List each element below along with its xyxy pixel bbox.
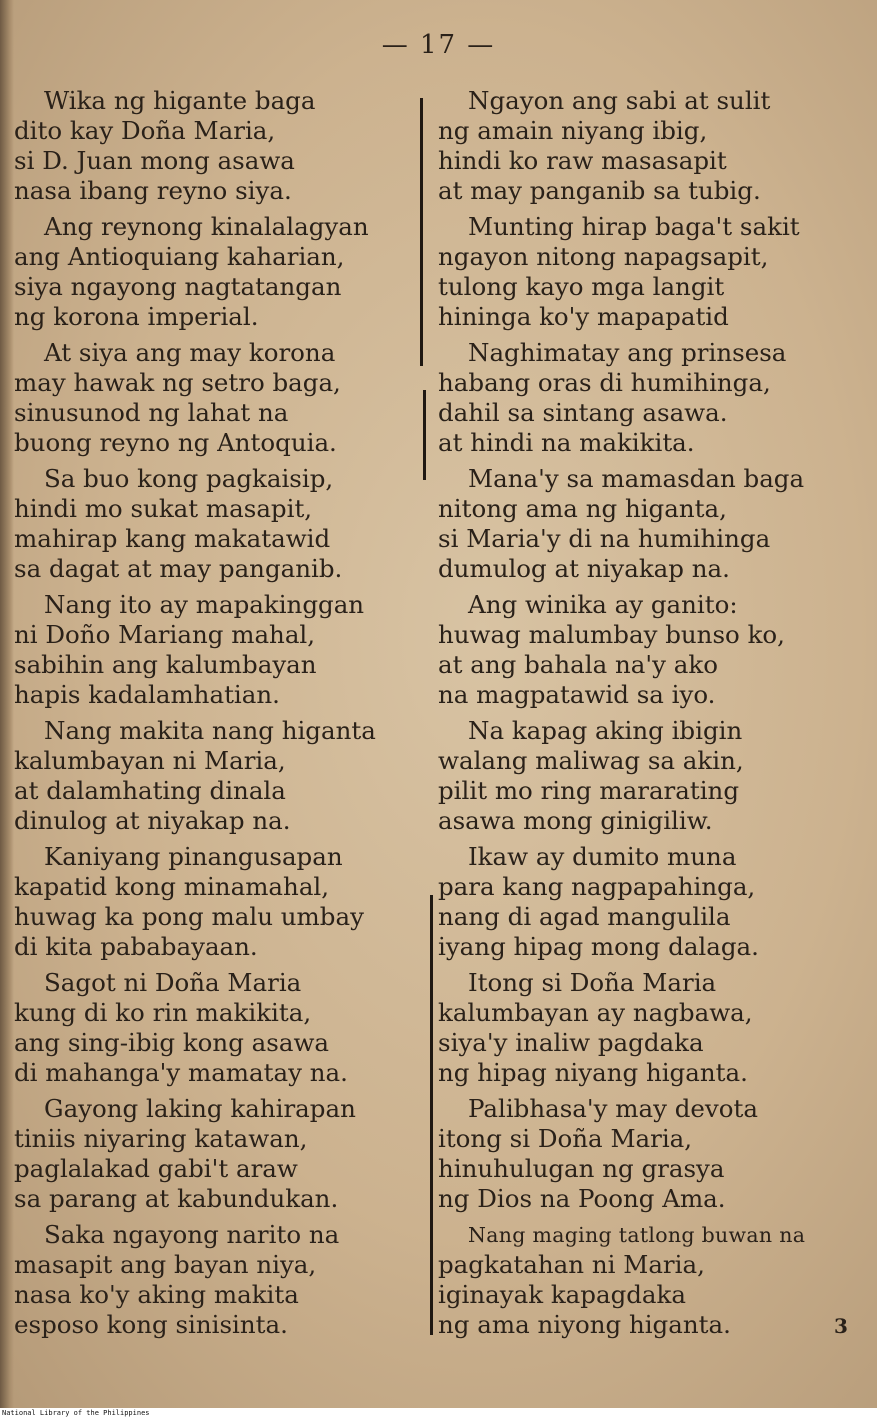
- column-rule-middle: [423, 390, 426, 480]
- verse-line: Ang reynong kinalalagyan: [44, 212, 369, 241]
- verse-line: at ang bahala na'y ako: [438, 650, 718, 679]
- stanza: [438, 86, 868, 206]
- verse-line: si Maria'y di na humihinga: [438, 524, 771, 553]
- verse-line: di kita pababayaan.: [14, 932, 258, 961]
- page-binding-shadow: [0, 0, 14, 1408]
- verse-line: siya ngayong nagtatangan: [14, 272, 342, 301]
- stanza: [14, 590, 414, 710]
- stanza: [438, 212, 868, 332]
- verse-line: Ang winika ay ganito:: [468, 590, 738, 619]
- stanza: [14, 716, 414, 836]
- verse-line: paglalakad gabi't araw: [14, 1154, 298, 1183]
- verse-line: Gayong laking kahirapan: [44, 1094, 356, 1123]
- verse-line: Munting hirap baga't sakit: [468, 212, 800, 241]
- verse-line: si D. Juan mong asawa: [14, 146, 295, 175]
- verse-line: habang oras di humihinga,: [438, 368, 771, 397]
- stanza: [438, 842, 868, 962]
- verse-line: Ngayon ang sabi at sulit: [468, 86, 771, 115]
- verse-line: asawa mong ginigiliw.: [438, 806, 713, 835]
- verse-line: Ikaw ay dumito muna: [468, 842, 737, 871]
- verse-line: nitong ama ng higanta,: [438, 494, 727, 523]
- verse-line: kalumbayan ay nagbawa,: [438, 998, 753, 1027]
- verse-line: dahil sa sintang asawa.: [438, 398, 728, 427]
- verse-line: sa dagat at may panganib.: [14, 554, 343, 583]
- verse-line: di mahanga'y mamatay na.: [14, 1058, 348, 1087]
- stanza: [14, 1094, 414, 1214]
- verse-line: Saka ngayong narito na: [44, 1220, 340, 1249]
- left-column: [14, 86, 414, 1340]
- verse-line: Wika ng higante baga: [44, 86, 316, 115]
- verse-line: huwag malumbay bunso ko,: [438, 620, 785, 649]
- stanza: [14, 464, 414, 584]
- stanza: [14, 338, 414, 458]
- verse-line: Itong si Doña Maria: [468, 968, 717, 997]
- verse-line: At siya ang may korona: [44, 338, 336, 367]
- verse-line: Nang ito ay mapakinggan: [44, 590, 365, 619]
- verse-line: ang Antioquiang kaharian,: [14, 242, 345, 271]
- library-credit: National Library of the Philippines: [0, 1408, 877, 1418]
- stanza: [438, 716, 868, 836]
- stanza: [14, 212, 414, 332]
- verse-line: ang sing-ibig kong asawa: [14, 1028, 330, 1057]
- verse-line: dinulog at niyakap na.: [14, 806, 291, 835]
- stanza: [14, 842, 414, 962]
- verse-line: sinusunod ng lahat na: [14, 398, 289, 427]
- verse-line: kapatid kong minamahal,: [14, 872, 330, 901]
- verse-line: huwag ka pong malu umbay: [14, 902, 364, 931]
- stanza: [14, 968, 414, 1088]
- signature-mark: 3: [834, 1314, 848, 1338]
- verse-line: pilit mo ring mararating: [438, 776, 740, 805]
- verse-line: nang di agad mangulila: [438, 902, 731, 931]
- verse-line: nasa ko'y aking makita: [14, 1280, 299, 1309]
- verse-line: ni Doño Mariang mahal,: [14, 620, 316, 649]
- verse-line: Palibhasa'y may devota: [468, 1094, 758, 1123]
- verse-line: Na kapag aking ibigin: [468, 716, 743, 745]
- verse-line: tiniis niyaring katawan,: [14, 1124, 308, 1153]
- verse-line: kung di ko rin makikita,: [14, 998, 312, 1027]
- verse-line: para kang nagpapahinga,: [438, 872, 756, 901]
- stanza: [14, 86, 414, 206]
- verse-line: buong reyno ng Antoquia.: [14, 428, 337, 457]
- page-number: — 17 —: [381, 30, 496, 60]
- verse-line: dumulog at niyakap na.: [438, 554, 730, 583]
- verse-line: kalumbayan ni Maria,: [14, 746, 286, 775]
- stanza: [14, 1220, 414, 1340]
- verse-line: iyang hipag mong dalaga.: [438, 932, 759, 961]
- verse-line: Sa buo kong pagkaisip,: [44, 464, 334, 493]
- stanza: [438, 338, 868, 458]
- column-rule-bottom: [430, 895, 433, 1335]
- verse-line: at hindi na makikita.: [438, 428, 695, 457]
- verse-line: sabihin ang kalumbayan: [14, 650, 317, 679]
- verse-line: ng Dios na Poong Ama.: [438, 1184, 726, 1213]
- verse-line: may hawak ng setro baga,: [14, 368, 341, 397]
- verse-line: hindi mo sukat masapit,: [14, 494, 313, 523]
- stanza: [438, 968, 868, 1088]
- stanza: [438, 590, 868, 710]
- verse-line: Naghimatay ang prinsesa: [468, 338, 787, 367]
- verse-line: hapis kadalamhatian.: [14, 680, 280, 709]
- column-rule-top: [420, 98, 423, 366]
- stanza: [438, 1220, 868, 1340]
- verse-line: dito kay Doña Maria,: [14, 116, 276, 145]
- verse-line: na magpatawid sa iyo.: [438, 680, 716, 709]
- verse-line: at may panganib sa tubig.: [438, 176, 761, 205]
- verse-line: mahirap kang makatawid: [14, 524, 331, 553]
- right-column: [438, 86, 868, 1340]
- verse-line: siya'y inaliw pagdaka: [438, 1028, 704, 1057]
- verse-line: at dalamhating dinala: [14, 776, 286, 805]
- verse-line: tulong kayo mga langit: [438, 272, 725, 301]
- verse-line: masapit ang bayan niya,: [14, 1250, 317, 1279]
- verse-line: itong si Doña Maria,: [438, 1124, 693, 1153]
- verse-line: sa parang at kabundukan.: [14, 1184, 339, 1213]
- verse-line: ngayon nitong napagsapit,: [438, 242, 769, 271]
- stanza: [438, 1094, 868, 1214]
- stanza: [438, 464, 868, 584]
- verse-line: nasa ibang reyno siya.: [14, 176, 292, 205]
- verse-line: walang maliwag sa akin,: [438, 746, 744, 775]
- verse-line: hindi ko raw masasapit: [438, 146, 727, 175]
- verse-line: esposo kong sinisinta.: [14, 1310, 288, 1339]
- verse-line: Kaniyang pinangusapan: [44, 842, 343, 871]
- verse-line: ng ama niyong higanta.: [438, 1310, 731, 1339]
- verse-line: ng hipag niyang higanta.: [438, 1058, 748, 1087]
- verse-line: Nang maging tatlong buwan na: [468, 1223, 806, 1247]
- verse-line: Nang makita nang higanta: [44, 716, 376, 745]
- verse-line: ng amain niyang ibig,: [438, 116, 708, 145]
- verse-line: iginayak kapagdaka: [438, 1280, 686, 1309]
- verse-line: hinuhulugan ng grasya: [438, 1154, 725, 1183]
- verse-line: Mana'y sa mamasdan baga: [468, 464, 805, 493]
- verse-line: hininga ko'y mapapatid: [438, 302, 729, 331]
- verse-line: Sagot ni Doña Maria: [44, 968, 302, 997]
- verse-line: pagkatahan ni Maria,: [438, 1250, 705, 1279]
- verse-line: ng korona imperial.: [14, 302, 259, 331]
